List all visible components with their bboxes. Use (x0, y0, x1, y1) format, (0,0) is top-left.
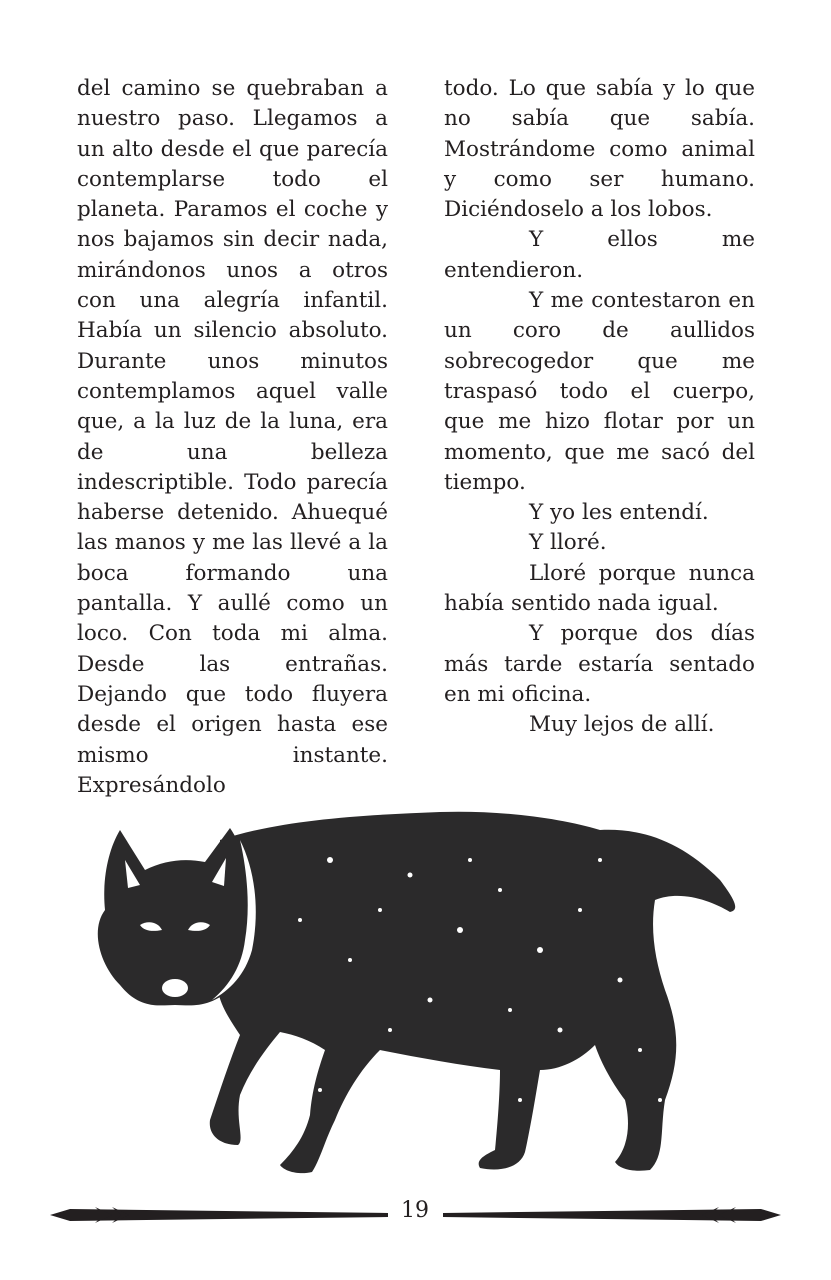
paragraph: todo. Lo que sabía y lo que no sabía que sabía. Mostrándome como animal y como ser humano. Diciéndoselo a los lobos. (444, 76, 755, 223)
right-column (444, 74, 755, 741)
paragraph: del camino se quebraban a nuestro paso. Llegamos a un alto desde el que parecía contemplarse todo el planeta. Paramos el coche y nos bajamos sin decir nada, mirándonos unos a otros con una alegría infantil. Había un silencio absoluto. Durante unos minutos contemplamos aquel valle que, a la luz de la luna, era de una belleza indescriptible. Todo parecía haberse detenido. Ahuequé las manos y me las llevé a la boca formando una pantalla. Y aullé como un loco. Con toda mi alma. Desde las entrañas. Dejando que todo fluyera desde el origen hasta ese mismo instante. Expresándolo (77, 76, 388, 798)
left-column (77, 74, 388, 801)
paragraph: Y lloré. (529, 530, 607, 556)
paragraph: Y ellos me entendieron. (444, 227, 755, 283)
paragraph: Y porque dos días más tarde estaría sentado en mi oficina. (444, 621, 755, 707)
page-number: 19 (401, 1198, 429, 1223)
paragraph: Y yo les entendí. (529, 500, 709, 526)
paragraph: Lloré porque nunca había sentido nada igual. (444, 560, 755, 617)
paragraph: Y me contestaron en un coro de aullidos sobrecogedor que me traspasó todo el cuerpo, que me hizo flotar por un momento, que me sacó del tiempo. (444, 288, 755, 495)
wolf-illustration (80, 800, 760, 1180)
paragraph: Muy lejos de allí. (529, 712, 715, 738)
